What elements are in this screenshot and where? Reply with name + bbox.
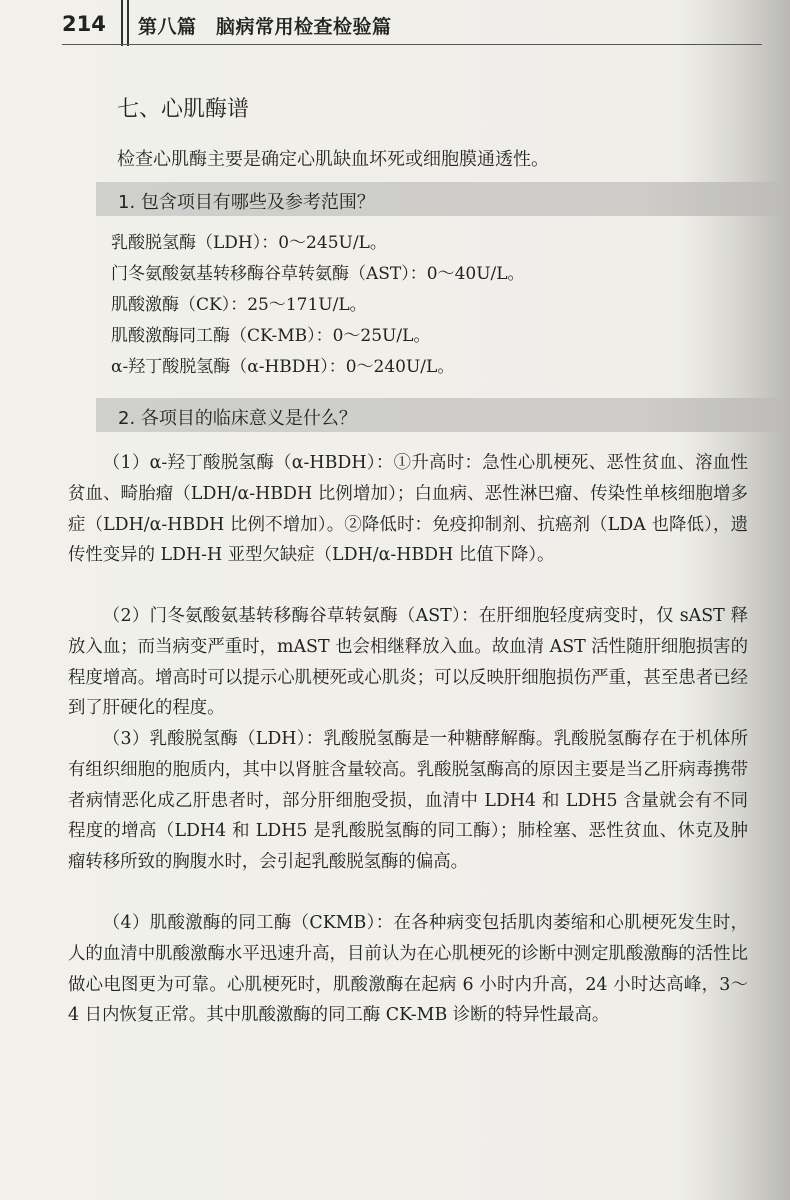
header-rule	[62, 44, 762, 45]
question-bar-2	[96, 398, 780, 432]
running-title: 第八篇 脑病常用检查检验篇	[138, 16, 392, 38]
header-divider	[121, 0, 123, 46]
question-heading: 1. 包含项目有哪些及参考范围？	[118, 192, 375, 213]
reference-range-list	[111, 228, 525, 383]
paragraph-ast: （2）门冬氨酸氨基转移酶谷草转氨酶（AST）：在肝细胞轻度病变时，仅 sAST 释放入血；而当病变严重时，mAST 也会相继释放入血。故血清 AST 活性随肝细胞损害的程度增高。增高时可以提示心肌梗死或心肌炎；可以反映肝细胞损伤严重，甚至患者已经到了肝硬化的程度。	[68, 606, 748, 719]
paragraph-hbdh: （1）α-羟丁酸脱氢酶（α-HBDH）：①升高时：急性心肌梗死、恶性贫血、溶血性贫血、畸胎瘤（LDH/α-HBDH 比例增加）；白血病、恶性淋巴瘤、传染性单核细胞增多症（LDH/α-HBDH 比例不增加）。②降低时：免疫抑制剂、抗癌剂（LDA 也降低），遗传性变异的 LDH-H 亚型欠缺症（LDH/α-HBDH 比值下降）。	[68, 453, 748, 566]
reference-range-item: 门冬氨酸氨基转移酶谷草转氨酶（AST）：0～40U/L。	[111, 264, 525, 284]
reference-range-item: 乳酸脱氢酶（LDH）：0～245U/L。	[111, 233, 387, 253]
section-title: 七、心肌酶谱	[117, 97, 250, 122]
reference-range-item: 肌酸激酶（CK）：25～171U/L。	[111, 295, 367, 315]
question-bar-1	[96, 182, 780, 216]
reference-range-item: α-羟丁酸脱氢酶（α-HBDH）：0～240U/L。	[111, 357, 455, 377]
reference-range-item: 肌酸激酶同工酶（CK-MB）：0～25U/L。	[111, 326, 431, 346]
paragraph-ldh: （3）乳酸脱氢酶（LDH）：乳酸脱氢酶是一种糖酵解酶。乳酸脱氢酶存在于机体所有组织细胞的胞质内，其中以肾脏含量较高。乳酸脱氢酶高的原因主要是当乙肝病毒携带者病情恶化成乙肝患者时，部分肝细胞受损，血清中 LDH4 和 LDH5 含量就会有不同程度的增高（LDH4 和 LDH5 是乳酸脱氢酶的同工酶）；肺栓塞、恶性贫血、休克及肿瘤转移所致的胸腹水时，会引起乳酸脱氢酶的偏高。	[68, 729, 748, 873]
paragraph-ckmb: （4）肌酸激酶的同工酶（CKMB）：在各种病变包括肌肉萎缩和心肌梗死发生时，人的血清中肌酸激酶水平迅速升高，目前认为在心肌梗死的诊断中测定肌酸激酶的活性比做心电图更为可靠。心肌梗死时，肌酸激酶在起病 6 小时内升高，24 小时达高峰，3～4 日内恢复正常。其中肌酸激酶的同工酶 CK-MB 诊断的特异性最高。	[68, 913, 748, 1026]
page-header	[0, 0, 790, 50]
header-divider	[127, 0, 129, 46]
question-heading: 2. 各项目的临床意义是什么？	[118, 408, 357, 429]
section-intro: 检查心肌酶主要是确定心肌缺血坏死或细胞膜通透性。	[117, 149, 549, 170]
page-number: 214	[62, 12, 106, 36]
